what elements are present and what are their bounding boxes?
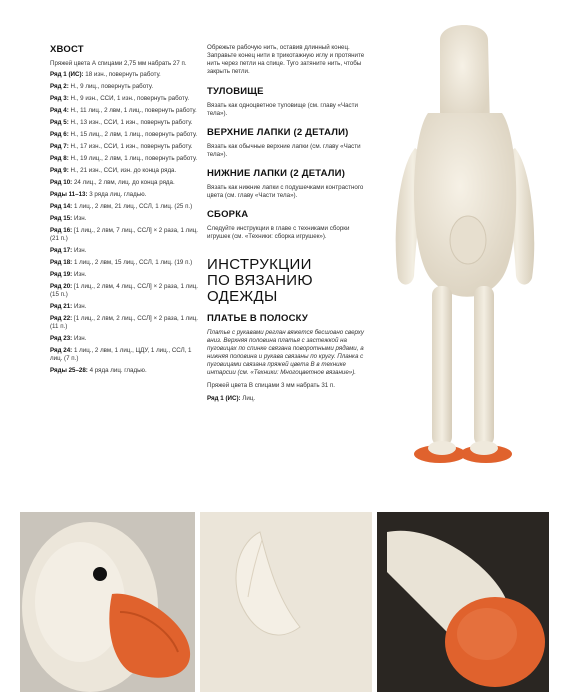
clothes-title-line-3: ОДЕЖДЫ	[207, 288, 278, 305]
tail-row-text: Н., 11 лиц., 2 лвм, 1 лиц., повернуть работу.	[70, 107, 197, 114]
tail-row	[50, 347, 200, 363]
tail-row	[50, 191, 200, 199]
tail-row-text: Изн.	[73, 215, 87, 222]
lower-paws-heading: НИЖНИЕ ЛАПКИ (2 ДЕТАЛИ)	[207, 168, 346, 179]
tail-row-label: Ряды 11–13:	[50, 191, 88, 198]
tail-row	[50, 71, 200, 79]
dress-row-text: Лиц.	[242, 395, 256, 402]
tail-row	[50, 155, 200, 163]
tail-row-label: Ряд 14:	[50, 203, 73, 210]
tail-row	[50, 367, 200, 375]
tail-row-text: Н., 15 лиц., 2 лвм, 1 лиц., повернуть работу.	[70, 131, 198, 138]
assembly-heading: СБОРКА	[207, 209, 249, 220]
tail-row-text: 1 лиц., 2 лвм, 15 лиц., ССЛ, 1 лиц. (19 п.)	[73, 259, 193, 266]
tail-row-text: Изн.	[73, 271, 87, 278]
tail-row-label: Ряд 5:	[50, 119, 69, 126]
tail-row-text: 3 ряда лиц. гладью.	[89, 191, 147, 198]
tail-row-label: Ряд 22:	[50, 315, 73, 322]
tail-row	[50, 215, 200, 223]
dress-row-1	[207, 395, 367, 403]
tail-row-label: Ряд 15:	[50, 215, 73, 222]
tail-row	[50, 227, 200, 243]
tail-row	[50, 107, 200, 115]
assembly-text: Следуйте инструкции в главе с техниками сборки игрушек (см. «Техники: сборка игрушек»).	[207, 225, 350, 240]
dress-cast-on: Пряжей цвета В спицами 3 мм набрать 31 п.	[207, 382, 335, 389]
tail-row-label: Ряд 7:	[50, 143, 69, 150]
tail-row-label: Ряд 19:	[50, 271, 73, 278]
tail-row-text: Изн.	[73, 303, 87, 310]
tail-row	[50, 247, 200, 255]
tail-continuation: Обрежьте рабочую нить, оставив длинный конец. Заправьте конец нити в трикотажную иглу и протяните нить через петли на спице. Туго затяните нить, чтобы закрыть петли.	[207, 44, 365, 75]
tail-row-label: Ряд 4:	[50, 107, 69, 114]
lower-paws-text: Вязать как нижние лапки с подушечками контрастного цвета (см. главу «Части тела»).	[207, 184, 364, 199]
tail-row-text: 18 изн., повернуть работу.	[85, 71, 161, 78]
tail-row	[50, 315, 200, 331]
tail-row-label: Ряд 9:	[50, 167, 69, 174]
tail-row-text: 1 лиц., 2 лвм, 1 лиц., ЦДУ, 1 лиц., ССЛ, 1 лиц. (7 п.)	[50, 347, 192, 362]
goose-head-photo	[20, 512, 195, 692]
tail-row	[50, 131, 200, 139]
dress-description: Платье с рукавами реглан вяжется бесшовно сверху вниз. Верхняя половина платья с застежкой на пуговицах по спинке связана поворотными рядами, а нижняя половина и рукава связаны по кругу. Планка с пуговицами связана пряжей цвета В в технике интарсии (см. «Техники: Многоцветное вязание»).	[207, 329, 364, 376]
tail-row	[50, 95, 200, 103]
tail-row-text: Изн.	[73, 335, 87, 342]
tail-row-text: Изн.	[73, 247, 87, 254]
goose-head-illustration	[20, 512, 195, 692]
goose-foot-photo	[377, 512, 549, 692]
body-text: Вязать как одноцветное туловище (см. главу «Части тела»).	[207, 102, 358, 117]
tail-row-text: Н., 17 изн., ССИ, 1 изн., повернуть работу.	[70, 143, 193, 150]
goose-foot-illustration	[377, 512, 549, 692]
tail-row-text: Н., 19 лиц., 2 лвм, 1 лиц., повернуть работу.	[70, 155, 198, 162]
middle-column	[207, 44, 367, 407]
tail-row-label: Ряд 23:	[50, 335, 73, 342]
tail-row-label: Ряд 8:	[50, 155, 69, 162]
tail-row-label: Ряд 10:	[50, 179, 73, 186]
tail-row-text: Н., 13 изн., ССИ, 1 изн., повернуть работу.	[70, 119, 193, 126]
tail-row	[50, 283, 200, 299]
left-column	[50, 44, 200, 379]
goose-tail-photo	[200, 512, 372, 692]
tail-row-text: [1 лиц., 2 лвм, 2 лиц., ССЛ] × 2 раза, 1 лиц. (11 п.)	[50, 315, 198, 330]
tail-row	[50, 83, 200, 91]
tail-row-text: 4 ряда лиц. гладью.	[89, 367, 147, 374]
upper-paws-heading: ВЕРХНИЕ ЛАПКИ (2 ДЕТАЛИ)	[207, 127, 349, 138]
goose-tail-illustration	[200, 512, 372, 692]
tail-row	[50, 179, 200, 187]
tail-row-label: Ряд 17:	[50, 247, 73, 254]
tail-row-label: Ряд 1 (ИС):	[50, 71, 84, 78]
upper-paws-text: Вязать как обычные верхние лапки (см. главу «Части тела»).	[207, 143, 361, 158]
tail-row-label: Ряд 6:	[50, 131, 69, 138]
tail-row-text: [1 лиц., 2 лвм, 7 лиц., ССЛ] × 2 раза, 1 лиц. (21 п.)	[50, 227, 198, 242]
dress-heading: ПЛАТЬЕ В ПОЛОСКУ	[207, 313, 309, 324]
clothes-title	[207, 257, 367, 305]
tail-row-label: Ряд 21:	[50, 303, 73, 310]
dress-row-label: Ряд 1 (ИС):	[207, 395, 241, 402]
body-heading: ТУЛОВИЩЕ	[207, 86, 264, 97]
tail-intro: Пряжей цвета А спицами 2,75 мм набрать 27 п.	[50, 60, 187, 67]
goose-toy-illustration	[370, 18, 560, 478]
tail-row-text: Н., 9 лиц., повернуть работу.	[70, 83, 154, 90]
tail-heading: ХВОСТ	[50, 44, 84, 55]
tail-row-text: Н., 21 изн., ССИ, изн. до конца ряда.	[70, 167, 177, 174]
tail-row-label: Ряд 3:	[50, 95, 69, 102]
tail-rows	[50, 71, 200, 375]
tail-row	[50, 335, 200, 343]
tail-row-text: 24 лиц., 2 лвм, лиц. до конца ряда.	[73, 179, 175, 186]
tail-row	[50, 259, 200, 267]
tail-row-label: Ряд 24:	[50, 347, 73, 354]
tail-row	[50, 271, 200, 279]
tail-row	[50, 203, 200, 211]
tail-row-text: [1 лиц., 2 лвм, 4 лиц., ССЛ] × 2 раза, 1 лиц. (15 п.)	[50, 283, 198, 298]
tail-row-label: Ряд 2:	[50, 83, 69, 90]
tail-row	[50, 167, 200, 175]
tail-row-label: Ряд 16:	[50, 227, 73, 234]
tail-row-text: 1 лиц., 2 лвм, 21 лиц., ССЛ, 1 лиц. (25 п.)	[73, 203, 193, 210]
tail-row	[50, 303, 200, 311]
tail-row-label: Ряд 18:	[50, 259, 73, 266]
clothes-title-line-1: ИНСТРУКЦИИ	[207, 256, 312, 273]
tail-row	[50, 119, 200, 127]
tail-row-label: Ряды 25–28:	[50, 367, 88, 374]
tail-row-label: Ряд 20:	[50, 283, 73, 290]
goose-toy-photo	[370, 18, 560, 478]
tail-row	[50, 143, 200, 151]
clothes-title-line-2: ПО ВЯЗАНИЮ	[207, 272, 313, 289]
tail-row-text: Н., 9 изн., ССИ, 1 изн., повернуть работу.	[70, 95, 190, 102]
